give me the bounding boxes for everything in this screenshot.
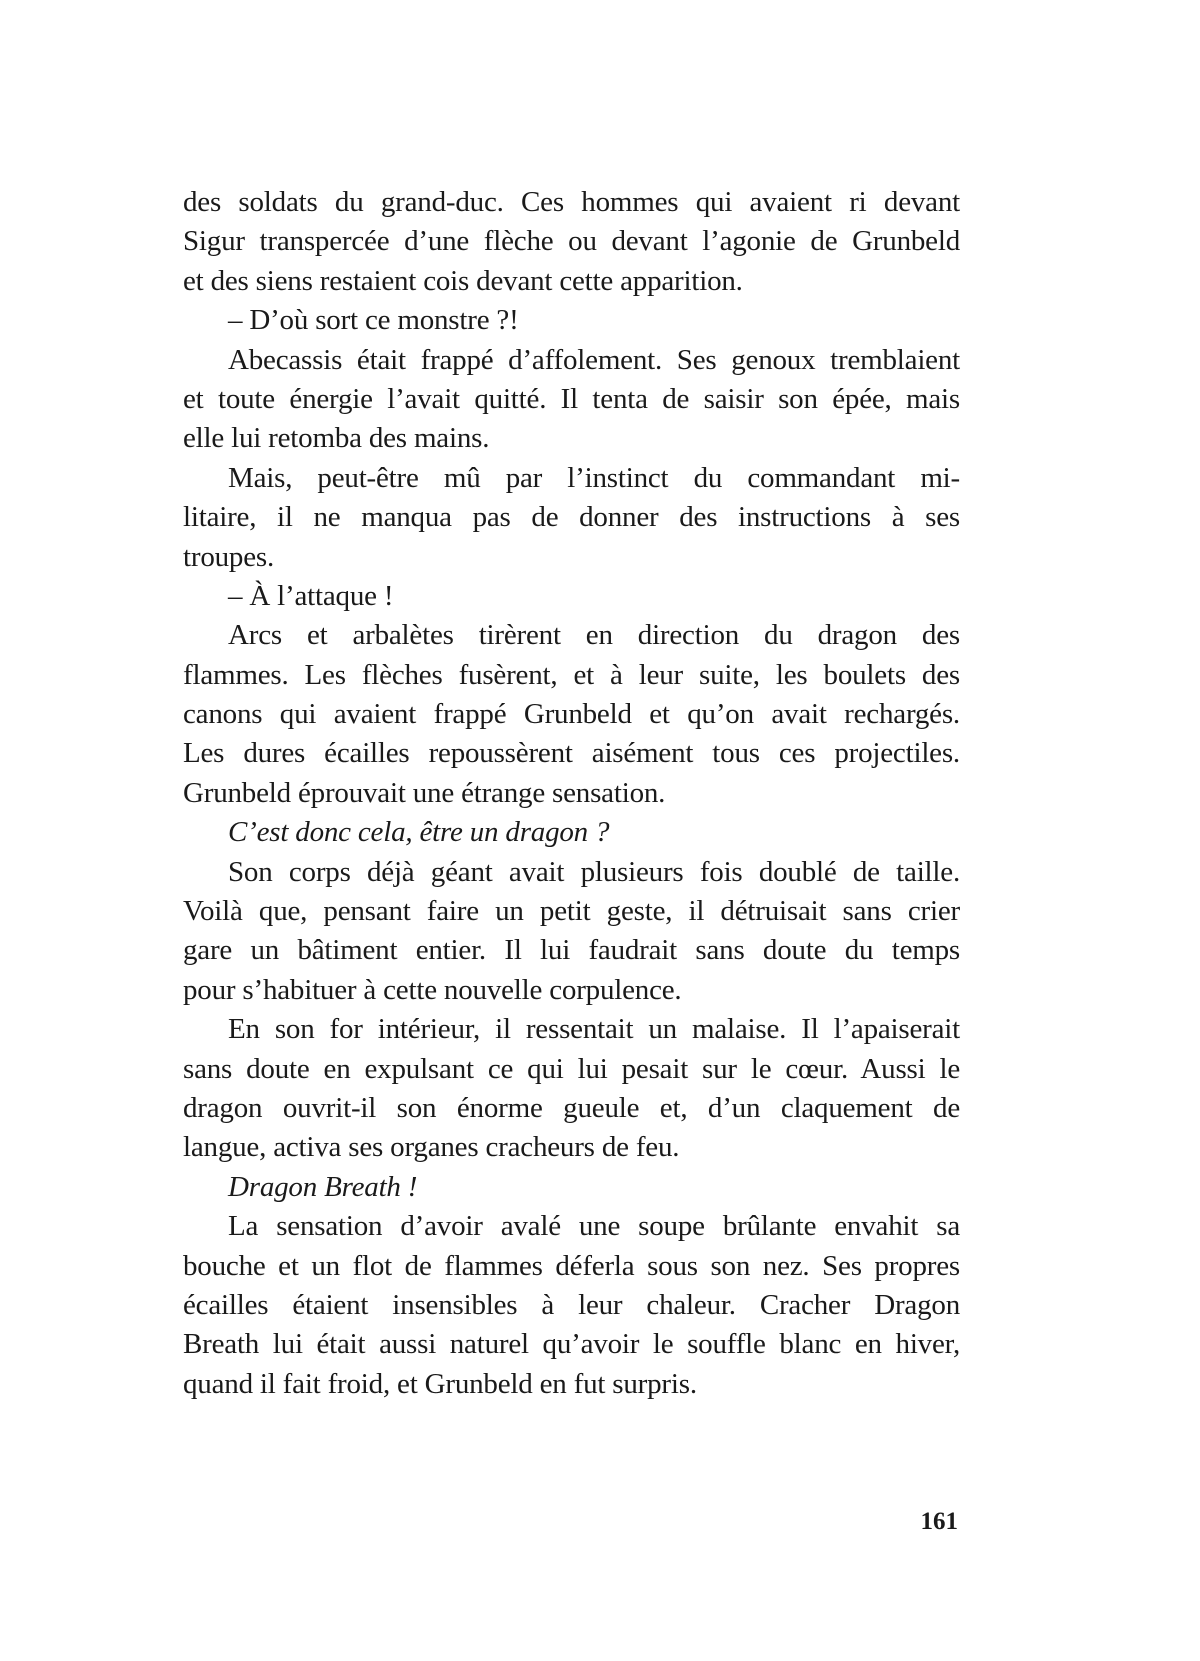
italic-text-line: C’est donc cela, être un dragon ?: [228, 816, 610, 849]
text-line: dragon ouvrit-il son énorme gueule et, d’un claquement de: [183, 1091, 960, 1124]
text-line: elle lui retomba des mains.: [183, 422, 490, 455]
text-line: et toute énergie l’avait quitté. Il tenta de saisir son épée, mais: [183, 382, 960, 415]
text-line: quand il fait froid, et Grunbeld en fut surpris.: [183, 1367, 697, 1400]
text-line: Grunbeld éprouvait une étrange sensation.: [183, 776, 666, 809]
text-line: – À l’attaque !: [228, 579, 394, 612]
text-line: La sensation d’avoir avalé une soupe brûlante envahit sa: [228, 1210, 960, 1243]
text-line: bouche et un flot de flammes déferla sous son nez. Ses propres: [183, 1249, 960, 1282]
text-line: langue, activa ses organes cracheurs de feu.: [183, 1131, 680, 1164]
italic-text-line: Dragon Breath !: [228, 1170, 418, 1203]
text-line: et des siens restaient cois devant cette apparition.: [183, 264, 743, 297]
text-line: des soldats du grand-duc. Ces hommes qui avaient ri devant: [183, 186, 960, 218]
text-line: flammes. Les flèches fusèrent, et à leur suite, les boulets des: [183, 658, 960, 691]
text-line: Son corps déjà géant avait plusieurs fois doublé de taille.: [228, 855, 960, 888]
text-line: Arcs et arbalètes tirèrent en direction du dragon des: [228, 619, 960, 652]
text-line: Sigur transpercée d’une flèche ou devant l’agonie de Grunbeld: [183, 225, 960, 258]
text-line: troupes.: [183, 540, 275, 573]
text-line: Voilà que, pensant faire un petit geste, il détruisait sans crier: [183, 895, 960, 928]
text-line: litaire, il ne manqua pas de donner des instructions à ses: [183, 501, 960, 534]
text-line: En son for intérieur, il ressentait un malaise. Il l’apaiserait: [228, 1013, 960, 1046]
text-line: Mais, peut-être mû par l’instinct du commandant mi-: [228, 461, 960, 494]
text-line: – D’où sort ce monstre ?!: [228, 304, 519, 337]
text-line: canons qui avaient frappé Grunbeld et qu’on avait rechargés.: [183, 698, 960, 731]
text-line: gare un bâtiment entier. Il lui faudrait sans doute du temps: [183, 934, 960, 967]
text-line: Les dures écailles repoussèrent aisément tous ces projectiles.: [183, 737, 960, 770]
body-text: [183, 183, 960, 1404]
page-number: 161: [920, 1508, 958, 1535]
text-line: sans doute en expulsant ce qui lui pesait sur le cœur. Aussi le: [183, 1052, 960, 1085]
text-line: pour s’habituer à cette nouvelle corpulence.: [183, 973, 682, 1006]
text-line: écailles étaient insensibles à leur chaleur. Cracher Dragon: [183, 1288, 960, 1321]
text-line: Breath lui était aussi naturel qu’avoir le souffle blanc en hiver,: [183, 1328, 960, 1361]
text-line: Abecassis était frappé d’affolement. Ses genoux tremblaient: [228, 343, 960, 376]
